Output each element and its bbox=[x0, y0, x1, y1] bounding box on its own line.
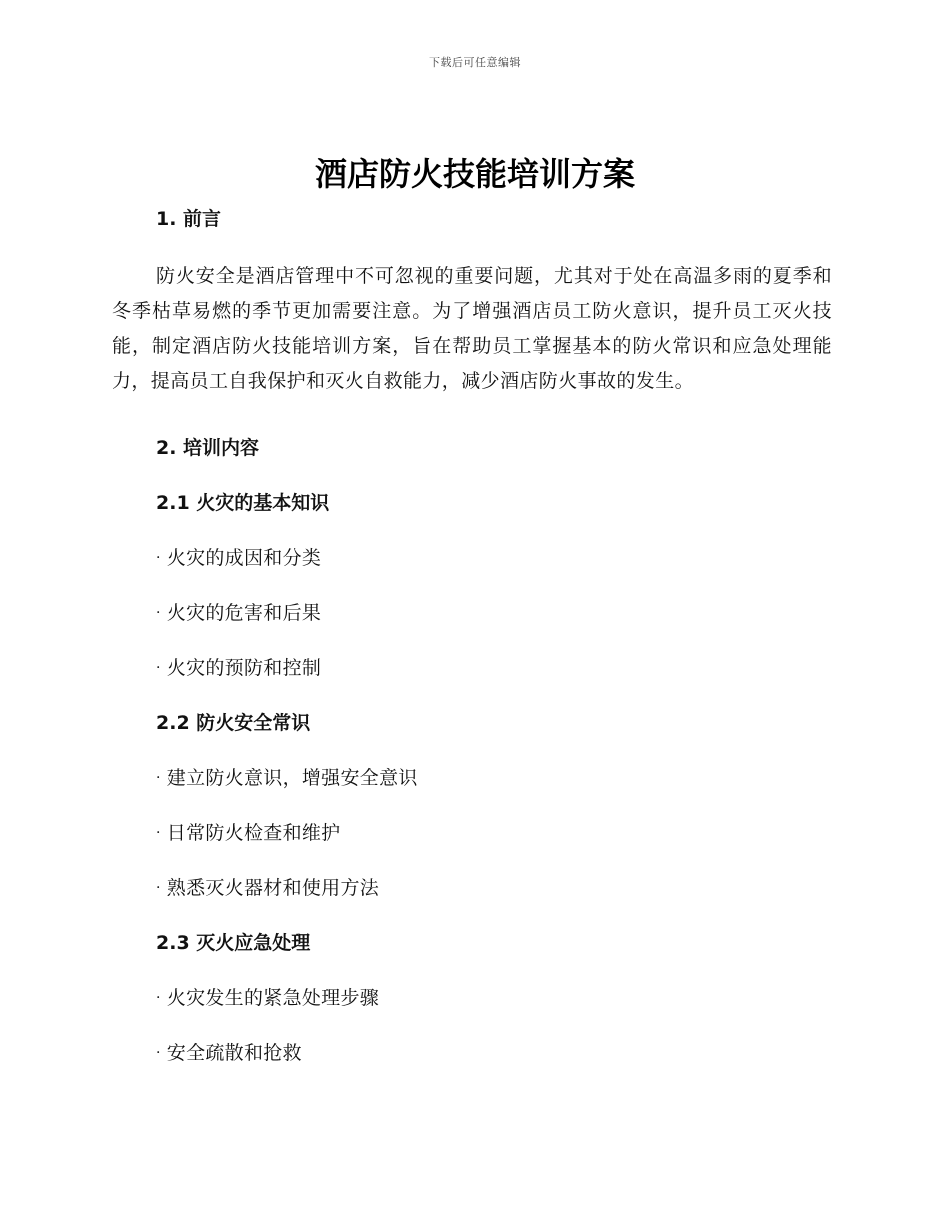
heading-training-content: 2. 培训内容 bbox=[156, 437, 260, 459]
list-item-text: 火灾的成因和分类 bbox=[166, 547, 322, 569]
bullet-dot: · bbox=[156, 770, 161, 786]
list-item-text: 熟悉灭火器材和使用方法 bbox=[166, 877, 380, 899]
bullet-dot: · bbox=[156, 550, 161, 566]
list-item bbox=[112, 1038, 832, 1068]
preface-paragraph: 防火安全是酒店管理中不可忽视的重要问题，尤其对于处在高温多雨的夏季和冬季枯草易燃的季节更加需要注意。为了增强酒店员工防火意识，提升员工灭火技能，制定酒店防火技能培训方案，旨在帮助员工掌握基本的防火常识和应急处理能力，提高员工自我保护和灭火自救能力，减少酒店防火事故的发生。 bbox=[112, 265, 832, 392]
list-item bbox=[112, 818, 832, 848]
list-item bbox=[112, 598, 832, 628]
list-item-text: 火灾的危害和后果 bbox=[166, 602, 322, 624]
list-item bbox=[112, 653, 832, 683]
list-item bbox=[112, 873, 832, 903]
header-note: 下载后可任意编辑 bbox=[429, 56, 521, 69]
heading-fire-safety-knowledge: 2.2 防火安全常识 bbox=[156, 712, 311, 734]
list-item-text: 火灾的预防和控制 bbox=[166, 657, 322, 679]
bullet-dot: · bbox=[156, 605, 161, 621]
list-item-text: 日常防火检查和维护 bbox=[166, 822, 341, 844]
list-item-text: 火灾发生的紧急处理步骤 bbox=[166, 987, 380, 1009]
heading-fire-basics: 2.1 火灾的基本知识 bbox=[156, 492, 330, 514]
document-body bbox=[112, 204, 832, 1068]
list-item bbox=[112, 983, 832, 1013]
heading-emergency-response: 2.3 灭火应急处理 bbox=[156, 932, 311, 954]
heading-preface: 1. 前言 bbox=[156, 208, 222, 230]
bullet-dot: · bbox=[156, 880, 161, 896]
bullet-dot: · bbox=[156, 660, 161, 676]
list-item-text: 建立防火意识，增强安全意识 bbox=[166, 767, 418, 789]
bullet-dot: · bbox=[156, 990, 161, 1006]
list-item-text: 安全疏散和抢救 bbox=[166, 1042, 302, 1064]
list-item bbox=[112, 763, 832, 793]
list-item bbox=[112, 543, 832, 573]
bullet-dot: · bbox=[156, 1045, 161, 1061]
bullet-dot: · bbox=[156, 825, 161, 841]
document-title: 酒店防火技能培训方案 bbox=[314, 155, 635, 193]
